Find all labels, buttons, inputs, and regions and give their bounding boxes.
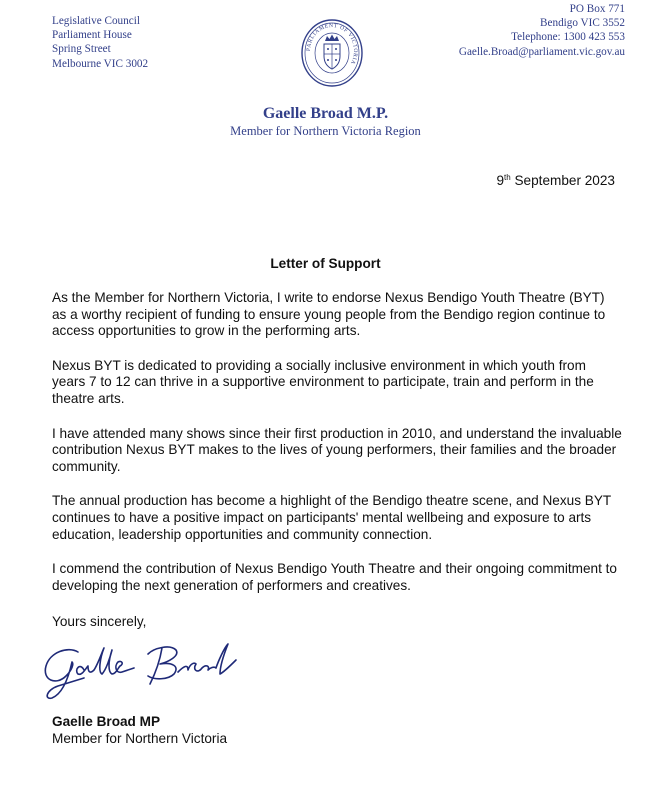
- electorate-address-line: PO Box 771: [569, 3, 625, 15]
- office-address-line: Spring Street: [52, 43, 111, 56]
- electorate-office-address: [459, 2, 625, 59]
- parliament-crest-seal: [300, 17, 364, 89]
- letter-date: [496, 173, 615, 188]
- letter-subject: Letter of Support: [270, 256, 381, 271]
- letter-closing: Yours sincerely,: [52, 614, 147, 629]
- body-paragraph: The annual production has become a highlight of the Bendigo theatre scene, and Nexus BYT continues to have a positive impact on participants' mental wellbeing and exposure to arts education, leadership opportunities and community connection.: [52, 493, 611, 542]
- letter-body: [52, 290, 622, 612]
- mp-role-subheading: Member for Northern Victoria Region: [230, 124, 421, 138]
- body-paragraph: I commend the contribution of Nexus Bendigo Youth Theatre and their ongoing commitment to developing the next generation of performers and creatives.: [52, 561, 617, 593]
- body-paragraph: I have attended many shows since their first production in 2010, and understand the invaluable contribution Nexus BYT makes to the lives of young performers, their families and the broader community.: [52, 425, 622, 474]
- office-address-line: Legislative Council: [52, 15, 140, 27]
- mp-name-heading: Gaelle Broad M.P.: [262, 105, 389, 122]
- date-month-year: September 2023: [510, 173, 615, 188]
- signer-title: Member for Northern Victoria: [52, 731, 228, 746]
- body-paragraph: Nexus BYT is dedicated to providing a socially inclusive environment in which youth from years 7 to 12 can thrive in a supportive environment to participate, train and perform in the theatre arts.: [52, 357, 594, 406]
- electorate-address-line: Bendigo VIC 3552: [540, 17, 625, 30]
- electorate-email: Gaelle.Broad@parliament.vic.gov.au: [458, 45, 625, 58]
- handwritten-signature: [38, 640, 288, 702]
- date-day: 9: [496, 173, 505, 188]
- crest-lettering: PARLIAMENT OF VICTORIA: [305, 22, 359, 66]
- date-suffix: th: [504, 173, 511, 182]
- body-paragraph: As the Member for Northern Victoria, I write to endorse Nexus Bendigo Youth Theatre (BYT) as a worthy recipient of funding to ensure young people from the Bendigo region continue to access opportunities to grow in the performing arts.: [52, 290, 606, 339]
- signer-name: Gaelle Broad MP: [52, 714, 161, 729]
- office-address-line: Parliament House: [52, 29, 132, 42]
- electorate-phone: Telephone: 1300 423 553: [511, 31, 625, 44]
- office-address-line: Melbourne VIC 3002: [52, 57, 149, 70]
- office-address: [52, 14, 148, 71]
